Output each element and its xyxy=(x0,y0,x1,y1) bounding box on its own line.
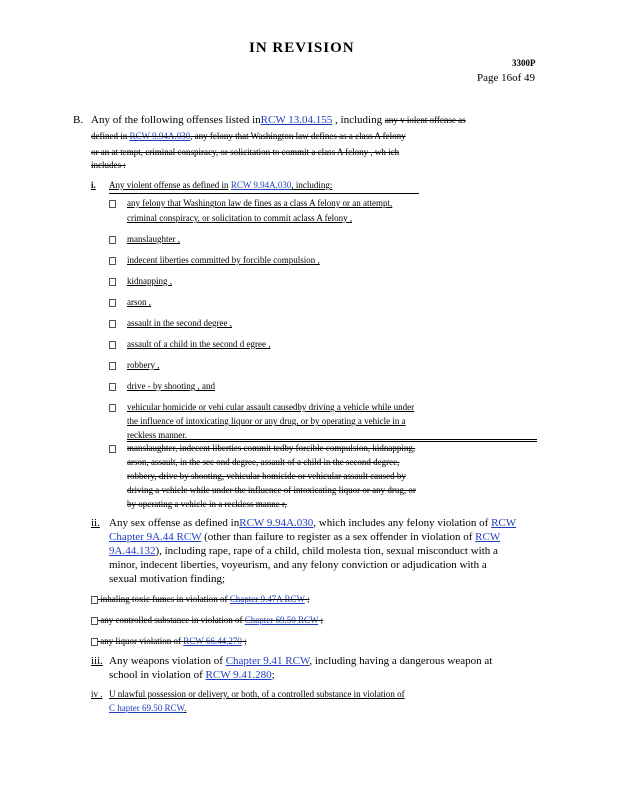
sub-ii-line5: sexual motivation finding; xyxy=(109,573,226,585)
checkbox-icon xyxy=(109,341,116,349)
struck-item xyxy=(91,615,323,625)
struck-text: manslaughter, indecent liberties commit tedby forcible compulsion, kidnapping, xyxy=(127,443,416,453)
sub-ii-text: (other than failure to register as a sex offender in violation of xyxy=(204,531,473,543)
bullet-text: indecent liberties committed by forcible compulsion , xyxy=(127,255,320,265)
sub-iii-text: school in violation of xyxy=(109,669,203,681)
sub-iv-line1: U nlawful possession or delivery, or both, of a controlled substance in violation of xyxy=(109,689,405,699)
list-item xyxy=(109,276,116,286)
checkbox-icon xyxy=(109,383,116,391)
sub-iii-text: ; xyxy=(271,669,275,681)
double-underline xyxy=(127,439,537,442)
sub-iii-line2 xyxy=(109,669,275,681)
sub-i-text: Any violent offense as defined in xyxy=(109,180,229,190)
page-title: IN REVISION xyxy=(249,40,355,56)
checkbox-icon xyxy=(109,236,116,244)
rcw-9-41-280-link[interactable]: RCW 9.41.280 xyxy=(205,669,272,681)
rcw-link[interactable]: RCW xyxy=(491,517,517,529)
struck-text: arson, assault, in the sec ond degree, assault of a child in the second degree, xyxy=(127,457,400,467)
bullet-text: vehicular homicide or vehi cular assault causedby driving a vehicle while under xyxy=(127,402,415,412)
struck-text: inhaling toxic fumes in violation of xyxy=(100,594,228,604)
struck-text: any controlled substance in violation of xyxy=(100,615,243,625)
rcw-13-04-155-link[interactable]: RCW 13.04.155 xyxy=(260,114,333,126)
sub-iv-end: . xyxy=(184,703,187,713)
struck-text: any v iolent offense as xyxy=(384,115,466,125)
item-label-i: i. xyxy=(91,180,96,190)
rcw-link[interactable]: RCW xyxy=(475,531,501,543)
underline xyxy=(109,193,419,194)
list-item xyxy=(109,318,116,328)
section-letter: B. xyxy=(73,114,84,126)
sub-iii-text: , including having a dangerous weapon at xyxy=(309,655,493,667)
checkbox-icon xyxy=(109,257,116,265)
item-label-iv: iv . xyxy=(91,689,103,699)
sub-iii-line1 xyxy=(109,655,492,667)
bullet-text: criminal conspiracy, or solicitation to commit aclass A felony , xyxy=(127,213,353,223)
chapter-69-50-rcw-link[interactable]: C hapter 69.50 RCW xyxy=(109,703,185,713)
list-item xyxy=(109,255,116,265)
list-item xyxy=(109,234,116,244)
rcw-9-94a-030-link[interactable]: RCW 9.94A.030 xyxy=(239,517,314,529)
struck-text: ; xyxy=(307,594,310,604)
item-label-ii: ii. xyxy=(91,517,100,529)
chapter-9a-44-rcw-link[interactable]: Chapter 9A.44 RCW xyxy=(109,531,202,543)
list-item xyxy=(109,297,116,307)
sub-i-including: , including: xyxy=(291,180,333,190)
sub-i-heading xyxy=(109,180,332,190)
rcw-9-94a-030-link[interactable]: RCW 9.94A.030 xyxy=(129,131,191,141)
rcw-9-94a-030-link[interactable]: RCW 9.94A.030 xyxy=(230,180,292,190)
page-number: Page 16of 49 xyxy=(477,72,536,84)
struck-item xyxy=(91,636,247,646)
rcw-9a-44-132-link[interactable]: 9A.44.132 xyxy=(109,545,156,557)
checkbox-icon xyxy=(91,638,98,646)
checkbox-icon xyxy=(109,445,116,453)
section-b-line3: or an at tempt, criminal conspiracy, or solicitation to commit a class A felony , wh ich xyxy=(91,147,400,157)
bullet-text: any felony that Washington law de fines as a class A felony or an attempt, xyxy=(127,198,393,208)
checkbox-icon xyxy=(91,596,98,604)
struck-text: ; xyxy=(320,615,324,625)
bullet-text: arson , xyxy=(127,297,151,307)
checkbox-icon xyxy=(109,278,116,286)
sub-ii-line1 xyxy=(109,517,516,529)
struck-text: ; xyxy=(244,636,247,646)
section-b-line1 xyxy=(91,114,466,126)
checkbox-icon xyxy=(109,404,116,412)
bullet-text: manslaughter , xyxy=(127,234,180,244)
bullet-text: assault of a child in the second d egree , xyxy=(127,339,271,349)
section-b-text: Any of the following offenses listed in xyxy=(91,114,261,126)
sub-iii-text: Any weapons violation of xyxy=(109,655,223,667)
bullet-text: kidnapping , xyxy=(127,276,172,286)
list-item xyxy=(109,339,116,349)
struck-text: robbery, drive by shooting, vehicular homicide or vehicular assault caused by xyxy=(127,471,406,481)
bullet-text: the influence of intoxicating liquor or any drug, or by operating a vehicle in a xyxy=(127,416,406,426)
checkbox-icon xyxy=(109,299,116,307)
checkbox-icon xyxy=(109,362,116,370)
struck-text: , any felony that Washington law defines as a class A felony xyxy=(190,131,406,141)
list-item xyxy=(109,360,116,370)
list-item xyxy=(109,443,116,453)
bullet-text: reckless manner. xyxy=(127,430,187,440)
sub-ii-text: , which includes any felony violation of xyxy=(313,517,489,529)
list-item xyxy=(109,402,116,412)
chapter-9-47a-rcw-link[interactable]: Chapter 9.47A RCW xyxy=(229,594,305,604)
policy-code: 3300P xyxy=(512,58,536,68)
struck-text: any liquor violation of xyxy=(100,636,181,646)
checkbox-icon xyxy=(91,617,98,625)
struck-text: driving a vehicle while under the influence of intoxicating liquor or any drug, or xyxy=(127,485,416,495)
sub-ii-text: ), including rape, rape of a child, child molesta tion, sexual misconduct with a xyxy=(155,545,498,557)
section-b-line4: includes : xyxy=(91,160,126,170)
rcw-66-44-270-link[interactable]: RCW 66.44.270 xyxy=(183,636,242,646)
item-label-iii: iii. xyxy=(91,655,103,667)
sub-ii-line4: minor, indecent liberties, voyeurism, and any felony conviction or adjudication with a xyxy=(109,559,487,571)
sub-iv-line2 xyxy=(109,703,186,713)
sub-ii-line2 xyxy=(109,531,500,543)
sub-ii-text: Any sex offense as defined in xyxy=(109,517,240,529)
section-b-line2 xyxy=(91,131,406,141)
bullet-text: drive - by shooting , and xyxy=(127,381,215,391)
sub-ii-line3 xyxy=(109,545,498,557)
chapter-69-50-rcw-link[interactable]: Chapter 69.50 RCW xyxy=(244,615,319,625)
section-b-including: , including xyxy=(335,114,383,126)
list-item xyxy=(109,198,116,208)
bullet-text: assault in the second degree , xyxy=(127,318,232,328)
checkbox-icon xyxy=(109,200,116,208)
struck-text: defined in xyxy=(91,131,128,141)
checkbox-icon xyxy=(109,320,116,328)
list-item xyxy=(109,381,116,391)
chapter-9-41-rcw-link[interactable]: Chapter 9.41 RCW xyxy=(225,655,310,667)
struck-item xyxy=(91,594,310,604)
struck-text: by operating a vehicle in a reckless manne r, xyxy=(127,499,287,509)
bullet-text: robbery , xyxy=(127,360,160,370)
